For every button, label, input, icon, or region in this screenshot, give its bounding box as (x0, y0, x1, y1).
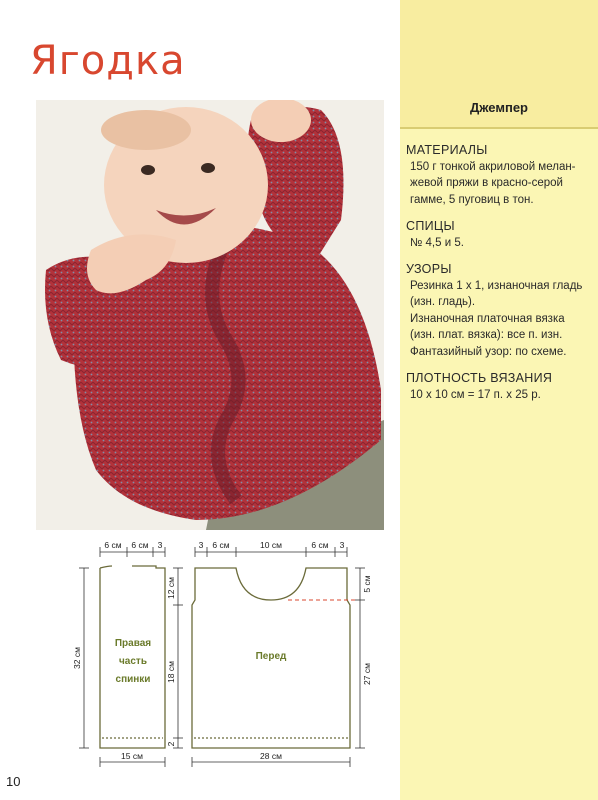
section-heading-materials: МАТЕРИАЛЫ (406, 143, 488, 157)
section-heading-needles: СПИЦЫ (406, 219, 455, 233)
specs-list (406, 142, 592, 403)
front-width-label: 28 см (260, 751, 282, 761)
front-dim-label: 3 (339, 540, 345, 550)
front-neck-label: 5 см (362, 575, 372, 593)
materials-line: жевой пряжи в красно-серой (410, 177, 563, 189)
front-dim-label: 6 см (311, 540, 329, 550)
section-heading-gauge: ПЛОТНОСТЬ ВЯЗАНИЯ (406, 371, 553, 385)
patterns-line: Изнаночная платочная вязка (410, 312, 565, 325)
front-piece-label: Перед (255, 651, 287, 662)
gauge-line: 10 х 10 см = 17 п. х 25 р. (410, 388, 541, 401)
front-dim-label: 3 (198, 540, 204, 550)
front-band-label: 2 (166, 741, 176, 747)
pattern-schematic (60, 530, 390, 780)
sidebar-header (400, 0, 598, 127)
page-title: Ягодка (30, 38, 186, 84)
patterns-line: (изн. плат. вязка): все п. изн. (410, 329, 563, 341)
patterns-line: Резинка 1 х 1, изнаночная гладь (410, 279, 583, 292)
front-dim-label: 10 см (260, 540, 282, 550)
patterns-line: (изн. гладь). (410, 296, 476, 308)
back-piece-label: спинки (115, 674, 151, 685)
back-height-label: 32 см (72, 647, 82, 669)
sidebar-divider (400, 127, 598, 129)
front-upper-label: 12 см (166, 577, 176, 599)
front-body-label: 27 см (362, 663, 372, 685)
page-number: 10 (6, 774, 21, 789)
needles-line: № 4,5 и 5. (410, 236, 464, 249)
back-dim-label: 3 (157, 540, 163, 550)
back-dim-label: 6 см (131, 540, 149, 550)
patterns-line: Фантазийный узор: по схеме. (410, 345, 567, 358)
back-piece-label: Правая (114, 638, 152, 649)
back-width-label: 15 см (121, 751, 143, 761)
garment-heading: Джемпер (469, 100, 528, 115)
section-heading-patterns: УЗОРЫ (406, 262, 452, 276)
materials-line: 150 г тонкой акриловой мелан- (410, 160, 576, 173)
front-dim-label: 6 см (212, 540, 230, 550)
materials-line: гамме, 5 пуговиц в тон. (410, 193, 534, 206)
front-lower-label: 18 см (166, 661, 176, 683)
back-piece-label: часть (119, 656, 147, 667)
baby-photo (36, 100, 384, 530)
back-dim-label: 6 см (104, 540, 122, 550)
